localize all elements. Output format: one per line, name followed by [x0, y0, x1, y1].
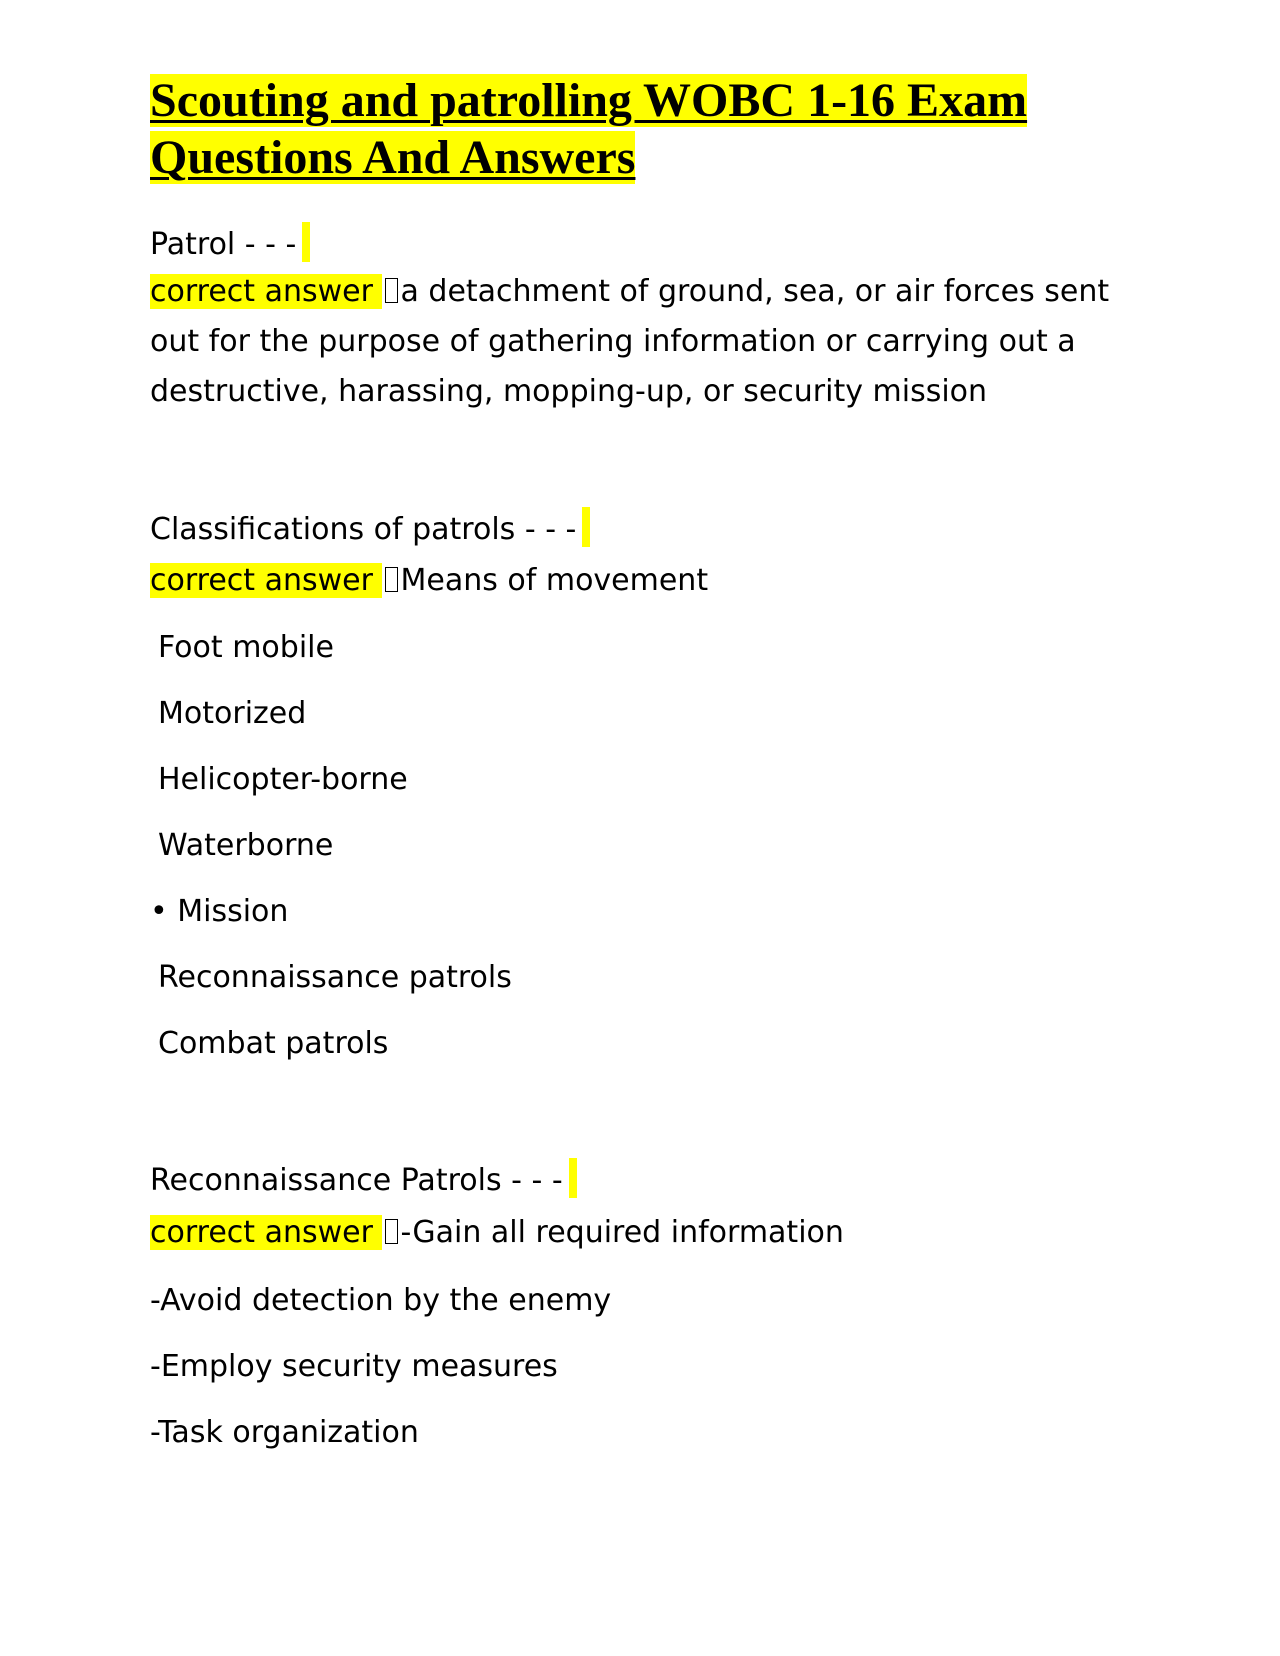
list-item: Motorized	[158, 696, 307, 731]
list-item: Helicopter-borne	[158, 762, 408, 797]
highlight-marker	[569, 1158, 577, 1198]
correct-answer-label: correct answer	[150, 274, 373, 309]
question-text: Classifications of patrols - - -	[150, 512, 577, 547]
list-item: Foot mobile	[158, 630, 334, 665]
highlight-marker	[302, 222, 310, 262]
list-item: Waterborne	[158, 828, 334, 863]
answer-patrol	[150, 267, 1130, 417]
list-item: Combat patrols	[158, 1026, 389, 1061]
title-line-1: Scouting and patrolling WOBC 1-16 Exam	[150, 74, 1028, 127]
list-item: -Employ security measures	[150, 1349, 558, 1384]
question-text: Patrol - - -	[150, 227, 297, 262]
missing-glyph-icon	[385, 567, 398, 592]
missing-glyph-icon	[385, 278, 398, 303]
question-classifications	[150, 507, 590, 550]
question-text: Reconnaissance Patrols - - -	[150, 1163, 563, 1198]
highlight-marker	[582, 507, 590, 547]
title-line-2: Questions And Answers	[150, 131, 636, 184]
list-item: -Avoid detection by the enemy	[150, 1283, 612, 1318]
list-item-bullet: • Mission	[150, 894, 289, 929]
correct-answer-label: correct answer	[150, 1215, 373, 1250]
list-item: -Task organization	[150, 1415, 419, 1450]
question-recon-patrols	[150, 1158, 577, 1201]
answer-recon-patrols	[150, 1213, 844, 1253]
answer-text: Means of movement	[400, 563, 709, 598]
missing-glyph-icon	[385, 1219, 398, 1244]
document-title	[150, 72, 1150, 186]
answer-classifications	[150, 561, 708, 601]
correct-answer-label: correct answer	[150, 563, 373, 598]
question-patrol	[150, 222, 310, 265]
list-item: Reconnaissance patrols	[158, 960, 512, 995]
answer-text: a detachment of ground, sea, or air forces sent out for the purpose of gathering information or carrying out a destructive, harassing, mopping-up, or security mission	[150, 274, 1110, 409]
answer-text: -Gain all required information	[400, 1215, 844, 1250]
